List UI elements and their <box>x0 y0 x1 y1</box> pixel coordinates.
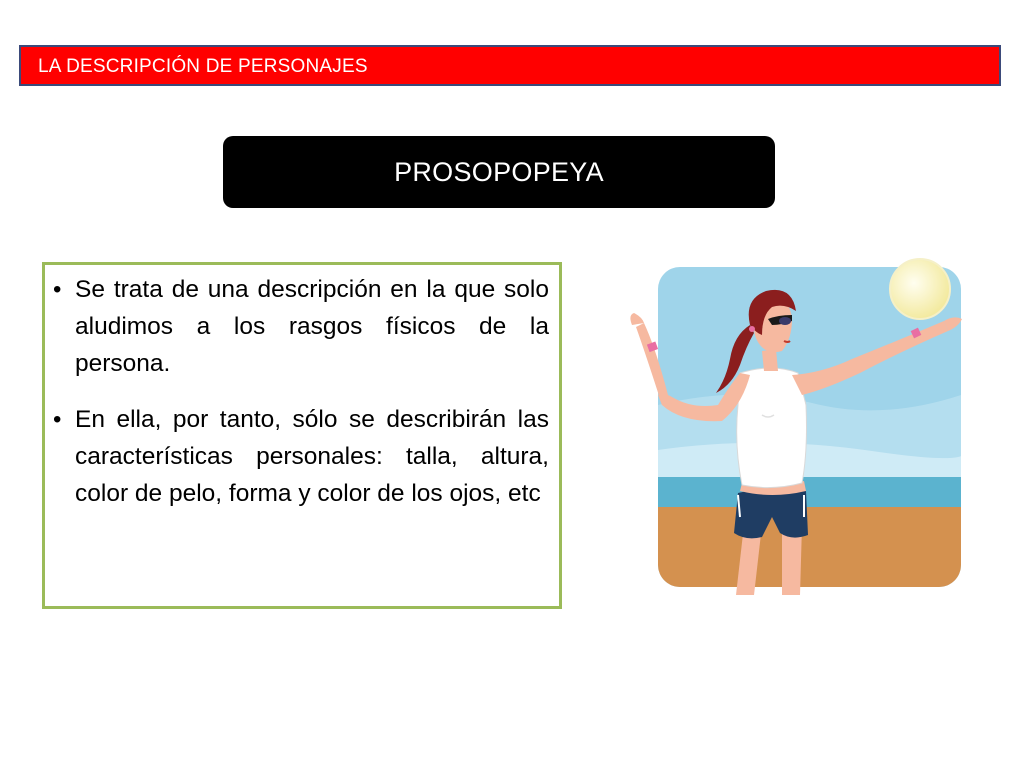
text-box <box>42 262 562 609</box>
header-title: LA DESCRIPCIÓN DE PERSONAJES <box>38 56 368 77</box>
bullet-marker: • <box>53 276 62 303</box>
bullet-list <box>45 265 559 512</box>
bullet-marker: • <box>53 406 62 433</box>
bullet-text: En ella, por tanto, sólo se describirán las características personales: talla, altura, color de pelo, forma y color de los ojos, etc <box>75 406 549 507</box>
header-bar <box>19 45 1001 86</box>
ball-icon <box>890 259 950 319</box>
title-box <box>223 136 775 208</box>
bullet-item <box>53 401 549 512</box>
volleyball-player-illustration <box>622 255 967 595</box>
page-title: PROSOPOPEYA <box>394 156 604 187</box>
bullet-text: Se trata de una descripción en la que solo aludimos a los rasgos físicos de la persona. <box>75 276 549 377</box>
bullet-item <box>53 271 549 382</box>
